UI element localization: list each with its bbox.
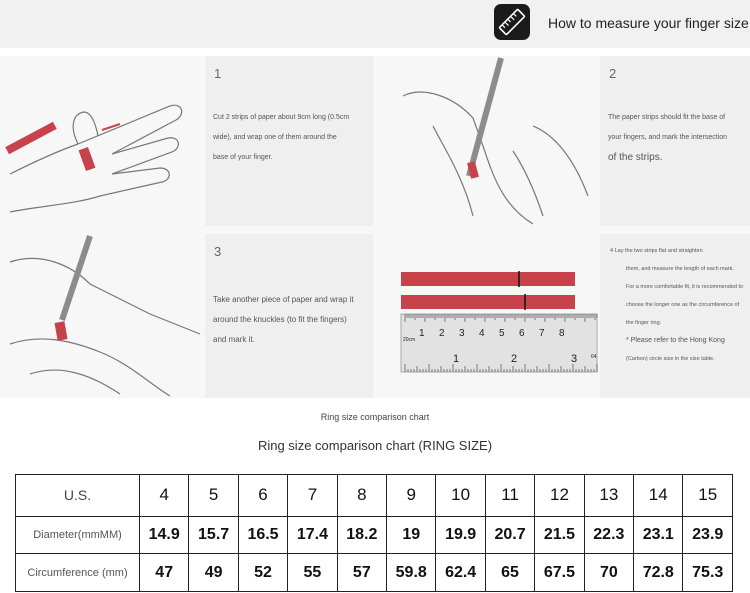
us-size-label: U.S. (16, 475, 140, 517)
ruler-top-number: 4 (479, 328, 485, 339)
paper-strip-1 (401, 272, 575, 286)
step-4-illustration (383, 234, 600, 398)
table-row-circumference (16, 554, 733, 592)
us-size-cell: 6 (238, 475, 287, 517)
diameter-cell: 16.5 (238, 516, 287, 554)
us-size-cell: 4 (140, 475, 189, 517)
step-3-text: Take another piece of paper and wrap it around the knuckles (to fit the fingers) and mark it. (213, 295, 354, 344)
ruler-top-number: 1 (419, 328, 425, 339)
ruler-bottom-unit: 64 (591, 354, 597, 360)
step-3-panel (205, 234, 373, 398)
header-bar (0, 0, 750, 48)
instruction-steps (0, 56, 750, 398)
us-size-cell: 13 (584, 475, 633, 517)
table-title: Ring size comparison chart (RING SIZE) (257, 438, 493, 453)
ruler-body (401, 314, 597, 372)
step-3-illustration (0, 234, 205, 398)
us-size-cell: 7 (288, 475, 337, 517)
circumference-cell: 47 (140, 554, 189, 592)
circumference-cell: 52 (238, 554, 287, 592)
step-2-text: The paper strips should fit the base of your fingers, and mark the intersection of the strips. (608, 114, 728, 163)
ruler-bottom-number: 3 (571, 353, 578, 365)
ruler-bottom-number: 1 (453, 353, 460, 365)
circumference-cell: 49 (189, 554, 238, 592)
diameter-cell: 18.2 (337, 516, 386, 554)
diameter-cell: 21.5 (535, 516, 584, 554)
ring-size-table (15, 474, 733, 592)
step-1-illustration (0, 56, 205, 226)
circumference-cell: 67.5 (535, 554, 584, 592)
diameter-cell: 19 (387, 516, 436, 554)
chart-note: Ring size comparison chart (320, 412, 430, 422)
circumference-cell: 55 (288, 554, 337, 592)
ruler-icon (494, 4, 530, 40)
circumference-cell: 62.4 (436, 554, 485, 592)
diameter-cell: 23.1 (634, 516, 683, 554)
ruler-bottom-number: 2 (511, 353, 518, 365)
circumference-cell: 59.8 (387, 554, 436, 592)
us-size-cell: 5 (189, 475, 238, 517)
step-3-number: 3 (214, 244, 222, 259)
diameter-label: Diameter(mmMM) (16, 516, 140, 554)
step-4-panel (600, 234, 750, 398)
diameter-cell: 19.9 (436, 516, 485, 554)
us-size-cell: 15 (683, 475, 733, 517)
ruler-top-unit: 20cm (403, 337, 416, 343)
diameter-cell: 15.7 (189, 516, 238, 554)
circumference-cell: 65 (485, 554, 534, 592)
diameter-cell: 20.7 (485, 516, 534, 554)
circumference-cell: 72.8 (634, 554, 683, 592)
ruler-top-number: 3 (459, 328, 465, 339)
circumference-cell: 75.3 (683, 554, 733, 592)
ruler-top-number: 8 (559, 328, 565, 339)
step-2-number: 2 (609, 66, 617, 81)
step-1-number: 1 (214, 66, 222, 81)
page-title: How to measure your finger size (548, 15, 749, 31)
us-size-cell: 8 (337, 475, 386, 517)
diameter-cell: 22.3 (584, 516, 633, 554)
us-size-cell: 12 (535, 475, 584, 517)
ruler-top-number: 2 (439, 328, 445, 339)
diameter-cell: 17.4 (288, 516, 337, 554)
circumference-cell: 57 (337, 554, 386, 592)
us-size-cell: 14 (634, 475, 683, 517)
table-row-diameter (16, 516, 733, 554)
us-size-cell: 11 (485, 475, 534, 517)
ruler-top-number: 5 (499, 328, 505, 339)
step-1-panel (205, 56, 373, 226)
us-size-cell: 10 (436, 475, 485, 517)
us-size-cell: 9 (387, 475, 436, 517)
step-2-panel (600, 56, 750, 226)
ruler-top-number: 7 (539, 328, 545, 339)
step-1-text: Cut 2 strips of paper about 9cm long (0.5cm wide), and wrap one of them around the base of your finger. (213, 114, 350, 161)
circumference-cell: 70 (584, 554, 633, 592)
paper-strip-2 (401, 295, 575, 309)
diameter-cell: 14.9 (140, 516, 189, 554)
ruler-top-number: 6 (519, 328, 525, 339)
step-2-illustration (383, 56, 600, 226)
diameter-cell: 23.9 (683, 516, 733, 554)
circumference-label: Circumference (mm) (16, 554, 140, 592)
step-4-text: 4 Lay the two strips flat and straighten them, and measure the length of each mark. For a more comfortable fit, it is recommended to choose the longer one as the circumference of the finger ring. * Please refer to the Hong Kong (Carbon) circle size in the size table. (610, 248, 744, 362)
table-row-us-size (16, 475, 733, 517)
